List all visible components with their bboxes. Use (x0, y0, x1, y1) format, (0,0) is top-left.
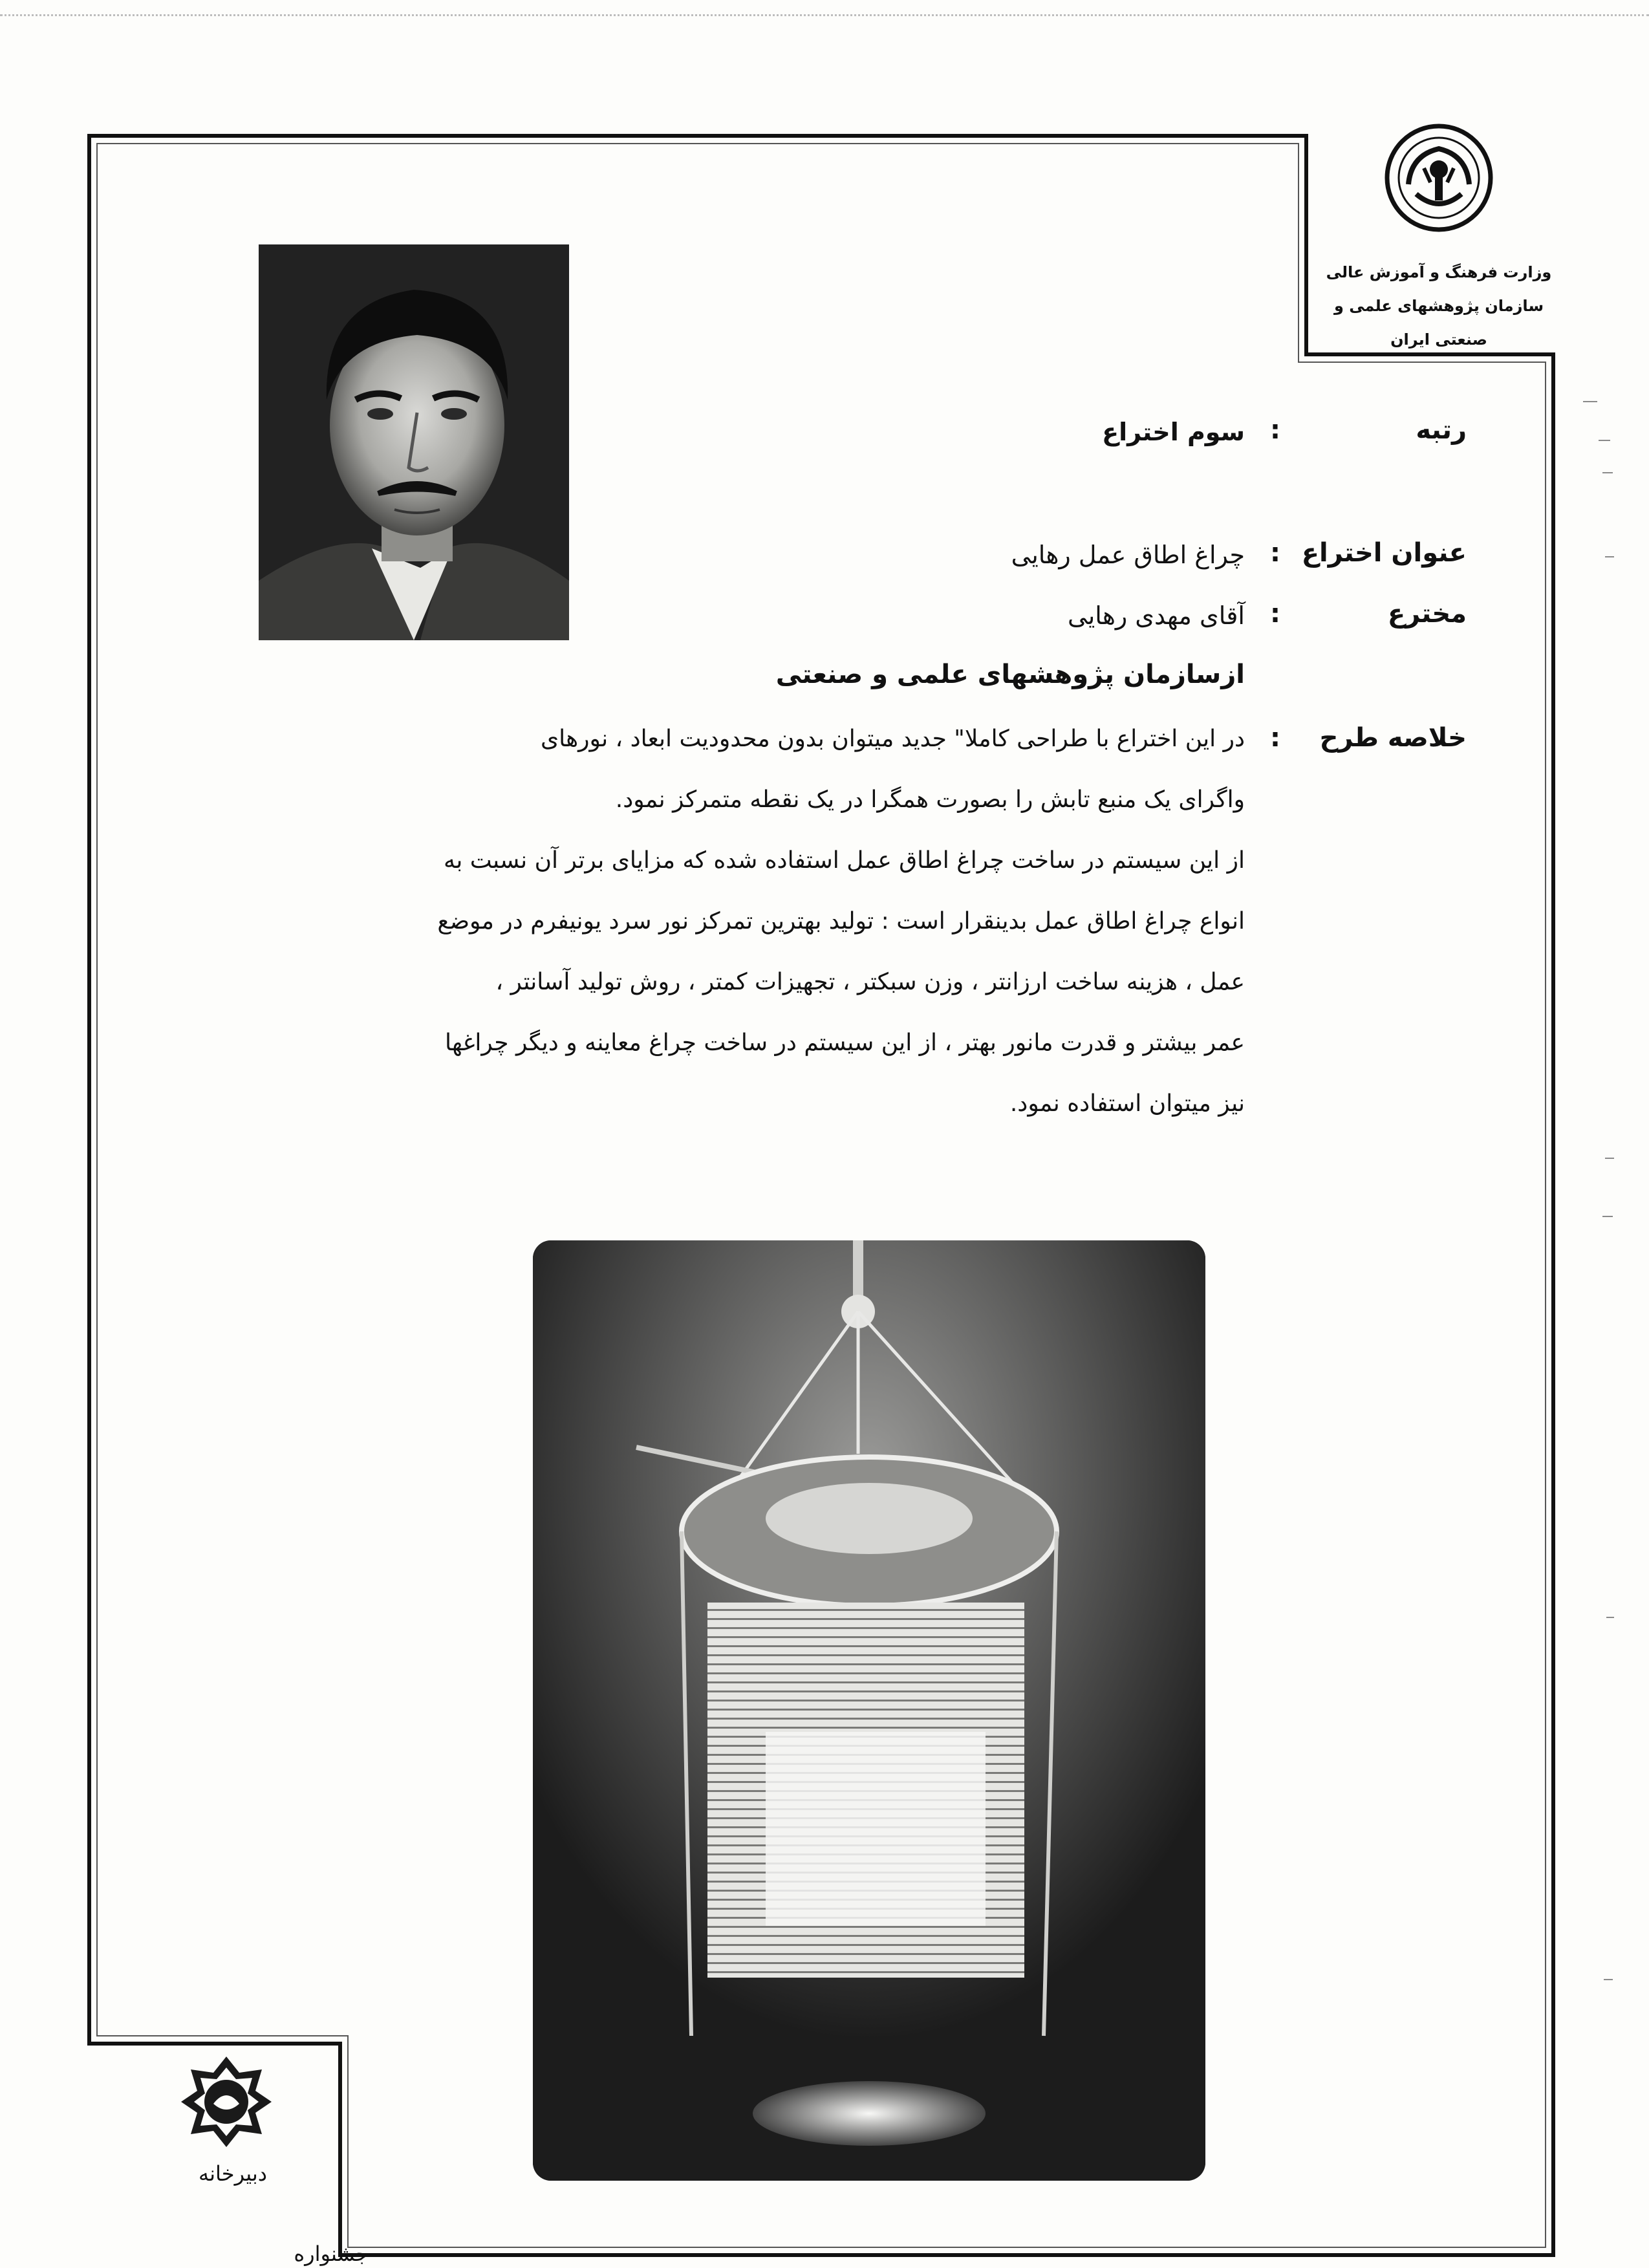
title-label: عنوان اختراع (1301, 538, 1467, 568)
margin-tick (1599, 440, 1610, 441)
summary-line: عمل ، هزینه ساخت ارزانتر ، وزن سبکتر ، تجهیزات کمتر ، روش تولید آسانتر ، (495, 969, 1245, 995)
margin-tick (1604, 1979, 1613, 1980)
title-colon: : (1270, 538, 1280, 568)
affiliation: ازسازمان پژوهشهای علمی و صنعتی (775, 660, 1245, 689)
margin-tick (1606, 1617, 1614, 1618)
margin-tick (1602, 1216, 1613, 1217)
rank-colon: : (1270, 415, 1280, 445)
festival-emblem-icon (178, 2053, 275, 2150)
summary-line: عمر بیشتر و قدرت مانور بهتر ، از این سیستم در ساخت چراغ معاینه و دیگر چراغها (445, 1030, 1245, 1056)
inventor-value: آقای مهدی رهایی (1068, 601, 1245, 630)
margin-tick (1583, 401, 1597, 402)
inventor-colon: : (1270, 599, 1280, 629)
summary-label: خلاصه طرح (1319, 723, 1467, 753)
organization-header (1313, 255, 1565, 356)
organization-name: سازمان پژوهشهای علمی و صنعتی ایران (1333, 297, 1544, 349)
summary-line: واگرای یک منبع تابش را بصورت همگرا در یک نقطه متمرکز نمود. (615, 786, 1245, 813)
summary-line: انواع چراغ اطاق عمل بدینقرار است : تولید بهترین تمرکز نور سرد یونیفرم در موضع (437, 908, 1245, 934)
secretariat-label: دبیرخانه (198, 2161, 268, 2186)
margin-tick (1605, 556, 1614, 557)
rank-value: سوم اختراع (1102, 418, 1245, 446)
summary-line: در این اختراع با طراحی کاملا" جدید میتوان بدون محدودیت ابعاد ، نورهای (540, 726, 1245, 752)
summary-colon: : (1270, 723, 1280, 753)
summary-line: نیز میتوان استفاده نمود. (1009, 1090, 1245, 1117)
operating-room-lamp-photo (533, 1240, 1205, 2181)
inventor-label: مخترع (1387, 599, 1467, 629)
ministry-name: وزارت فرهنگ و آموزش عالی (1326, 263, 1552, 281)
rank-label: رتبه (1416, 415, 1467, 445)
margin-tick (1605, 1158, 1614, 1159)
margin-tick (1602, 472, 1613, 473)
summary-line: از این سیستم در ساخت چراغ اطاق عمل استفاده شده که مزایای برتر آن نسبت به (444, 847, 1245, 874)
festival-label: جشنواره (294, 2241, 369, 2266)
ministry-emblem-icon (1384, 123, 1494, 233)
title-value: چراغ اطاق عمل رهایی (1011, 541, 1245, 569)
portrait-photo (259, 244, 569, 640)
